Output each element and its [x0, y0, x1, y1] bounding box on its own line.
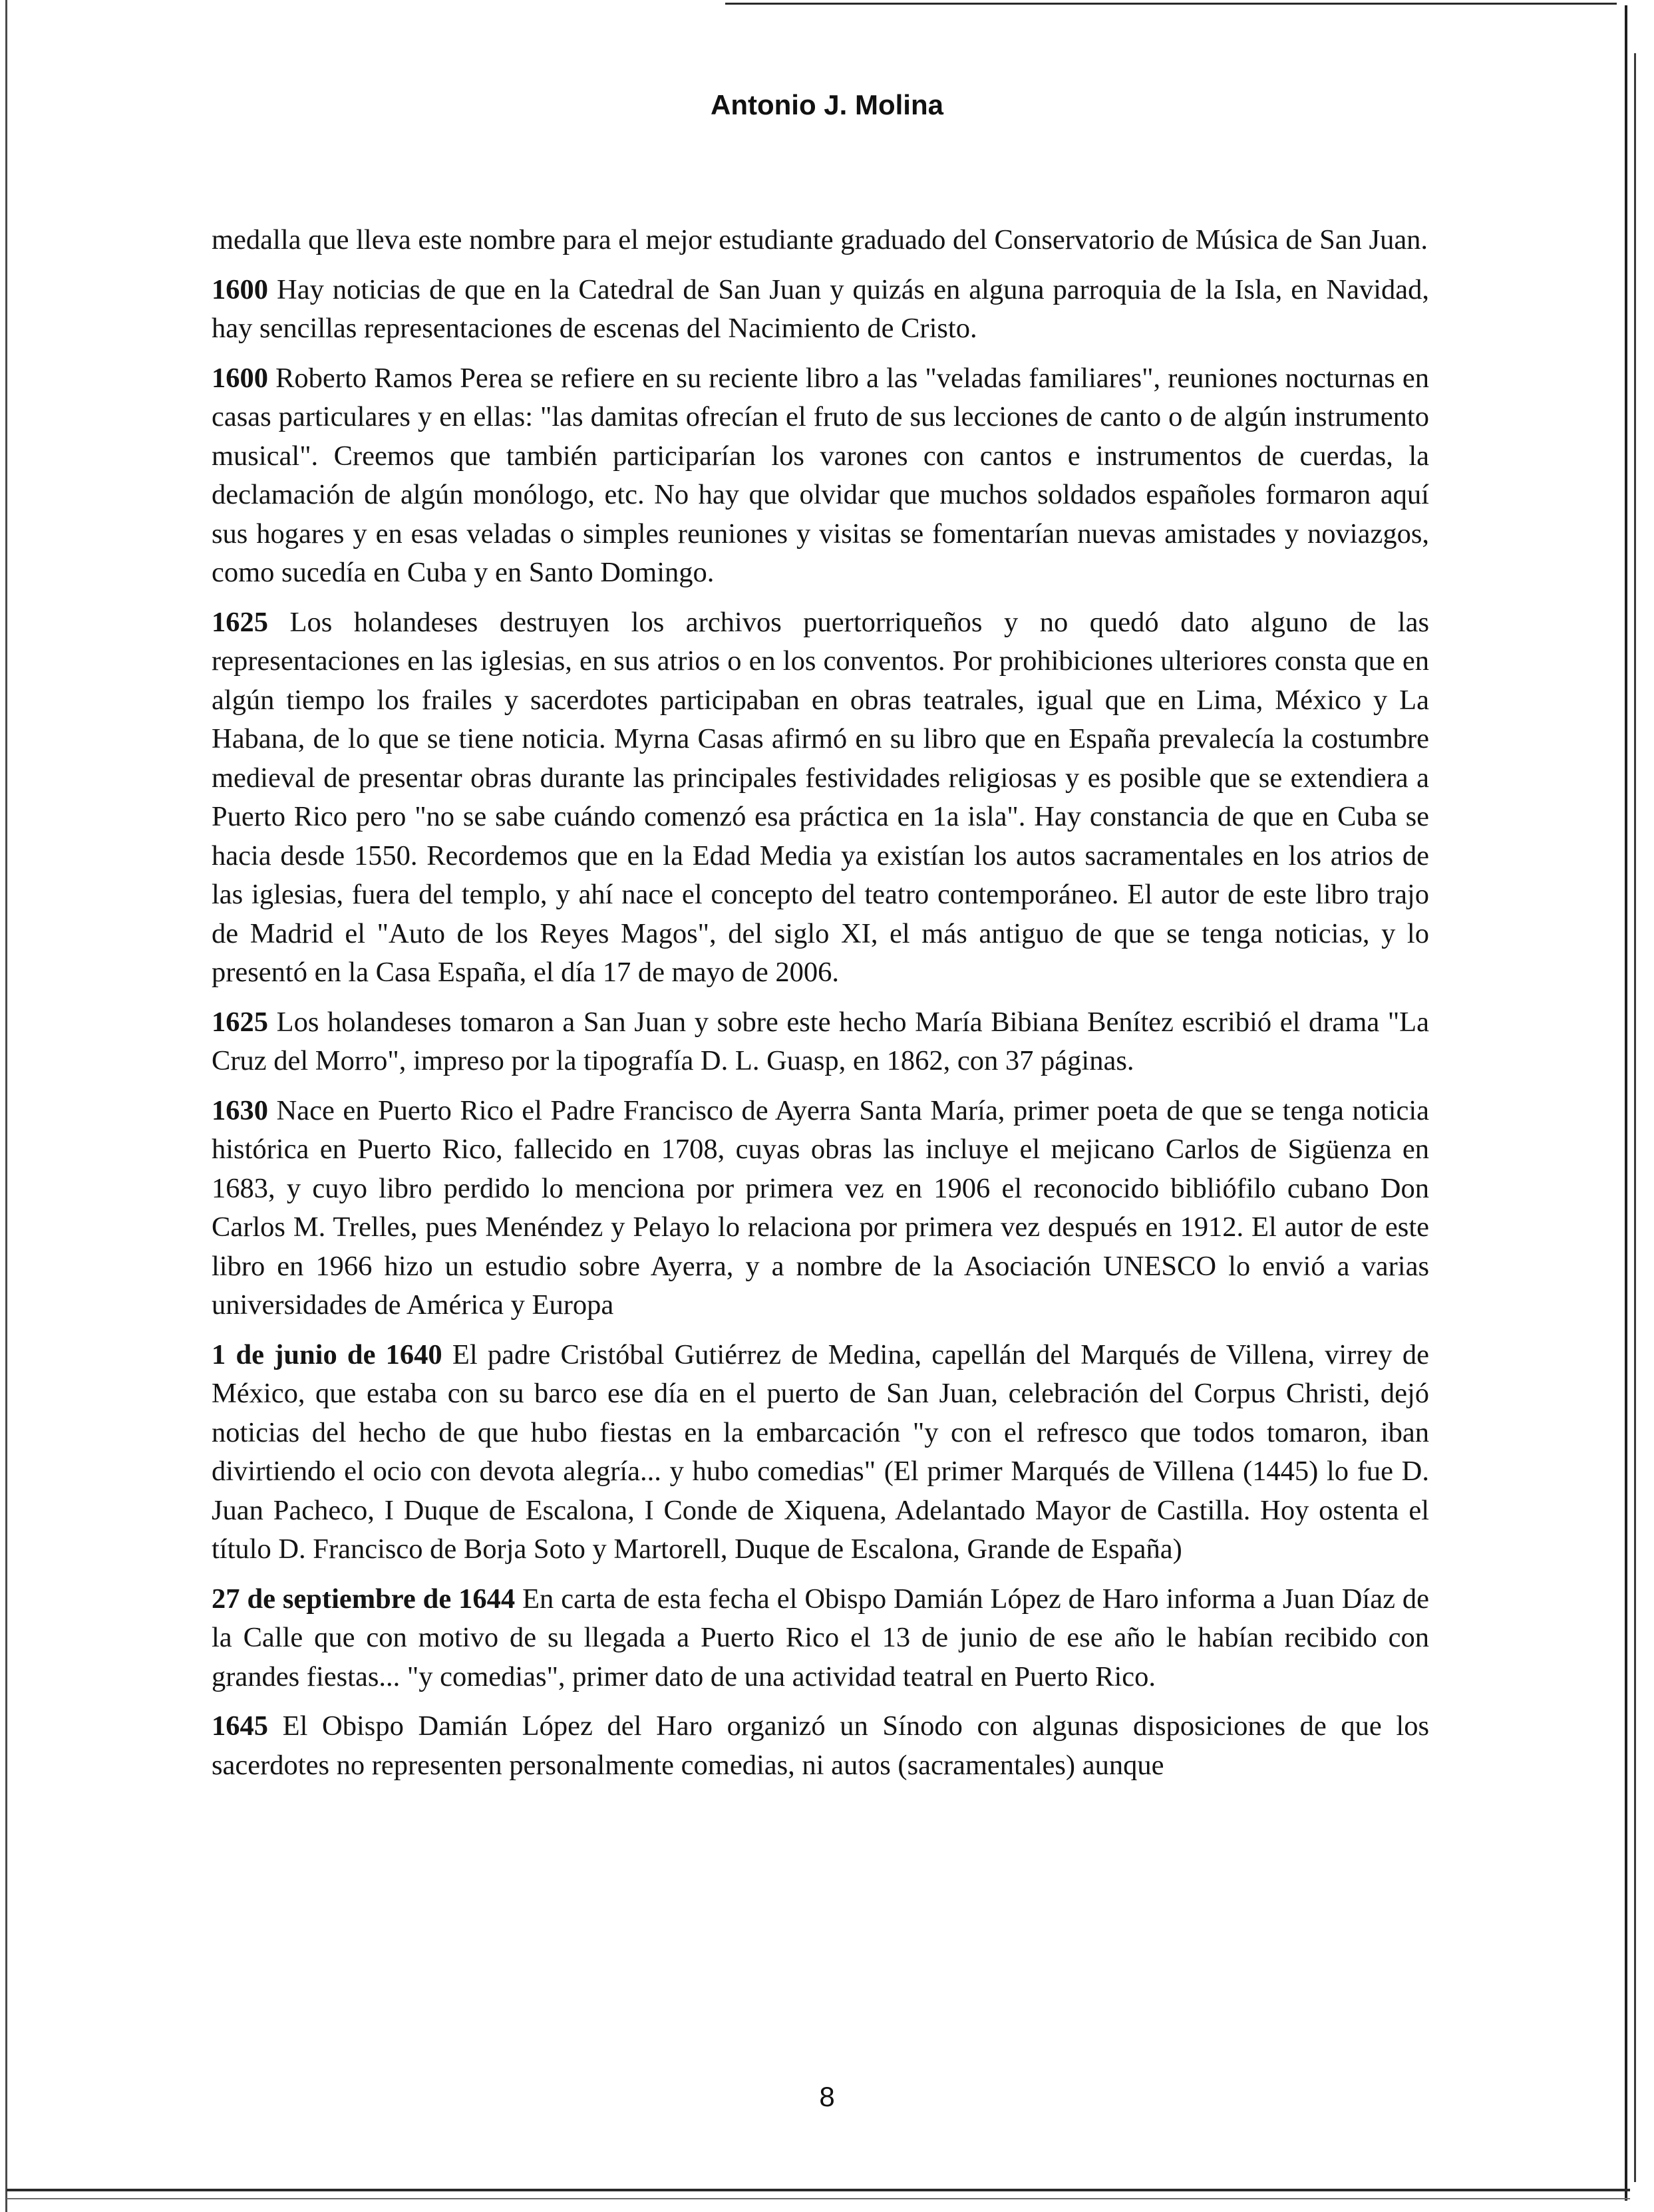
chronology-entry [212, 271, 1429, 349]
chronology-entry [212, 1003, 1429, 1081]
entry-text: El Obispo Damián López del Haro organizó un Sínodo con algunas disposiciones de que los sacerdotes no representen personalmente comedias, ni autos (sacramentales) aunque [212, 1710, 1429, 1781]
entry-date: 1600 [212, 362, 268, 394]
entry-date: 27 de septiembre de 1644 [212, 1583, 516, 1615]
entry-date: 1 de junio de 1640 [212, 1339, 442, 1370]
page-number: 8 [819, 2081, 835, 2112]
entry-date: 1600 [212, 273, 268, 305]
scan-edge-right-inner [1634, 53, 1636, 2182]
scan-edge-left [5, 0, 7, 2212]
intro-paragraph: medalla que lleva este nombre para el mejor estudiante graduado del Conservatorio de Música de San Juan. [212, 224, 1428, 255]
chronology-entry [212, 1580, 1429, 1697]
chronology-entry [212, 1336, 1429, 1569]
scan-line-bottom-inner [7, 2198, 1630, 2199]
running-header: Antonio J. Molina [711, 89, 943, 120]
chronology-entry [212, 359, 1429, 593]
scan-line-top [725, 3, 1617, 5]
entry-text: Hay noticias de que en la Catedral de San Juan y quizás en alguna parroquia de la Isla, en Navidad, hay sencillas representaciones de escenas del Nacimiento de Cristo. [212, 273, 1429, 344]
entry-text: El padre Cristóbal Gutiérrez de Medina, capellán del Marqués de Villena, virrey de México, que estaba con su barco ese día en el puerto de San Juan, celebración del Corpus Christi, dejó noticias del hecho de que hubo fiestas en la embarcación "y con el refresco que todos tomaron, iban divirtiendo el ocio con devota alegría... y hubo comedias" (El primer Marqués de Villena (1445) lo fue D. Juan Pacheco, I Duque de Escalona, I Conde de Xiquena, Adelantado Mayor de Castilla. Hoy ostenta el título D. Francisco de Borja Soto y Martorell, Duque de Escalona, Grande de España) [212, 1339, 1429, 1565]
entry-date: 1630 [212, 1094, 268, 1126]
chronology-entry [212, 1092, 1429, 1325]
entry-date: 1625 [212, 606, 268, 638]
scan-line-bottom [7, 2189, 1630, 2191]
chronology-entry [212, 603, 1429, 993]
entry-text: Los holandeses tomaron a San Juan y sobre este hecho María Bibiana Benítez escribió el drama "La Cruz del Morro", impreso por la tipografía D. L. Guasp, en 1862, con 37 páginas. [212, 1006, 1429, 1076]
scan-edge-right [1625, 5, 1627, 2201]
entry-date: 1645 [212, 1710, 268, 1742]
entry-text: En carta de esta fecha el Obispo Damián López de Haro informa a Juan Díaz de la Calle que con motivo de su llegada a Puerto Rico el 13 de junio de ese año le habían recibido con grandes fiestas... "y comedias", primer dato de una actividad teatral en Puerto Rico. [212, 1583, 1429, 1692]
entry-text: Los holandeses destruyen los archivos puertorriqueños y no quedó dato alguno de las representaciones en las iglesias, en sus atrios o en los conventos. Por prohibiciones ulteriores consta que en algún tiempo los frailes y sacerdotes participaban en obras teatrales, igual que en Lima, México y La Habana, de lo que se tiene noticia. Myrna Casas afirmó en su libro que en España prevalecía la costumbre medieval de presentar obras durante las principales festividades religiosas y es posible que se extendiera a Puerto Rico pero "no se sabe cuándo comenzó esa práctica en 1a isla". Hay constancia de que en Cuba se hacia desde 1550. Recordemos que en la Edad Media ya existían los autos sacramentales en los atrios de las iglesias, fuera del templo, y ahí nace el concepto del teatro contemporáneo. El autor de este libro trajo de Madrid el "Auto de los Reyes Magos", del siglo XI, el más antiguo de que se tenga noticias, y lo presentó en la Casa España, el día 17 de mayo de 2006. [212, 606, 1429, 988]
entry-text: Roberto Ramos Perea se refiere en su reciente libro a las "veladas familiares", reuniones nocturnas en casas particulares y en ellas: "las damitas ofrecían el fruto de sus lecciones de canto o de algún instrumento musical". Creemos que también participarían los varones con cantos e instrumentos de cuerdas, la declamación de algún monólogo, etc. No hay que olvidar que muchos soldados españoles formaron aquí sus hogares y en esas veladas o simples reuniones y visitas se fomentarían nuevas amistades y noviazgos, como sucedía en Cuba y en Santo Domingo. [212, 362, 1429, 588]
entry-text: Nace en Puerto Rico el Padre Francisco de Ayerra Santa María, primer poeta de que se tenga noticia histórica en Puerto Rico, fallecido en 1708, cuyas obras las incluye el mejicano Carlos de Sigüenza en 1683, y cuyo libro perdido lo menciona por primera vez en 1906 el reconocido bibliófilo cubano Don Carlos M. Trelles, pues Menéndez y Pelayo lo relaciona por primera vez después en 1912. El autor de este libro en 1966 hizo un estudio sobre Ayerra, y a nombre de la Asociación UNESCO lo envió a varias universidades de América y Europa [212, 1094, 1429, 1321]
entry-date: 1625 [212, 1006, 268, 1038]
chronology-entry [212, 1707, 1429, 1785]
body-text [212, 221, 1429, 1796]
